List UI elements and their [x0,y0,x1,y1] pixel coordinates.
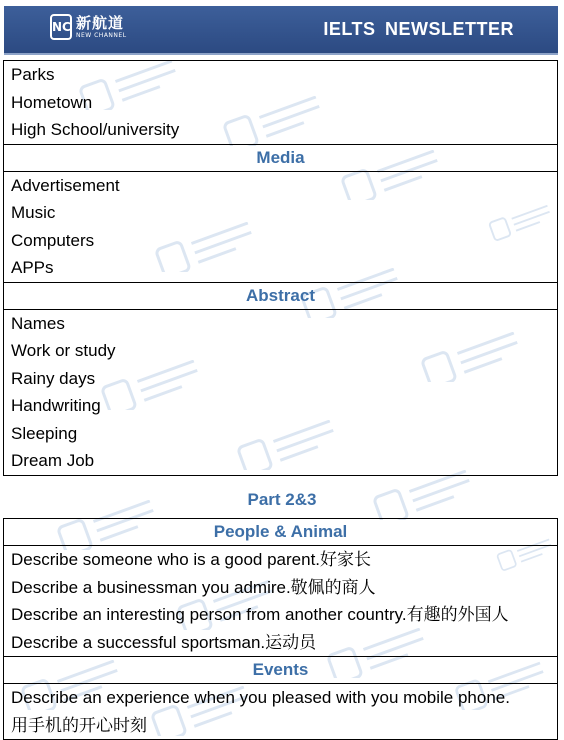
section-heading-media: Media [4,144,558,171]
topic-item: Names [11,313,65,333]
topic-item: Describe someone who is a good parent.好家长 [11,550,372,569]
table-row [4,684,558,740]
section-heading-people-animal: People & Animal [4,519,558,546]
brand-logo-en: NEW CHANNEL [76,32,127,39]
topic-table-part2 [3,518,558,740]
table-row [4,309,558,475]
topic-item: High School/university [11,120,180,139]
topic-item: Advertisement [11,175,120,195]
topic-item: Sleeping [11,423,78,443]
brand-logo-mark: NC [50,14,72,40]
table-row [4,61,558,145]
topic-item: Dream Job [11,451,95,470]
section-heading-abstract: Abstract [4,282,558,309]
topic-item: Music [11,203,56,222]
topic-item: Parks [11,65,55,84]
topic-item: Describe a successful sportsman.运动员 [11,632,317,652]
newsletter-title: IELTS NEWSLETTER [323,19,514,39]
topic-item: APPs [11,258,54,277]
table-row [4,519,558,546]
newsletter-header [4,6,558,55]
part2-heading: Part 2&3 [247,490,317,509]
brand-logo [50,12,136,44]
topic-item: Describe an interesting person from another country.有趣的外国人 [11,605,509,624]
topic-item: Handwriting [11,396,101,415]
brand-logo-cn: 新航道 [76,14,125,32]
table-row [4,171,558,282]
table-row [4,657,558,684]
table-row [4,282,558,309]
topic-item: Describe a businessman you admire.敬佩的商人 [11,577,376,597]
table-row [4,546,558,657]
topic-item: Hometown [11,92,93,112]
topic-item: Computers [11,230,95,250]
topic-item-continuation: 用手机的开心时刻 [11,715,147,735]
topic-item: Rainy days [11,368,96,388]
table-row [4,144,558,171]
section-heading-events: Events [4,657,558,684]
topic-item: Work or study [11,341,116,360]
topic-item: Describe an experience when you pleased with you mobile phone. [11,688,510,707]
topic-table-part1 [3,60,558,476]
